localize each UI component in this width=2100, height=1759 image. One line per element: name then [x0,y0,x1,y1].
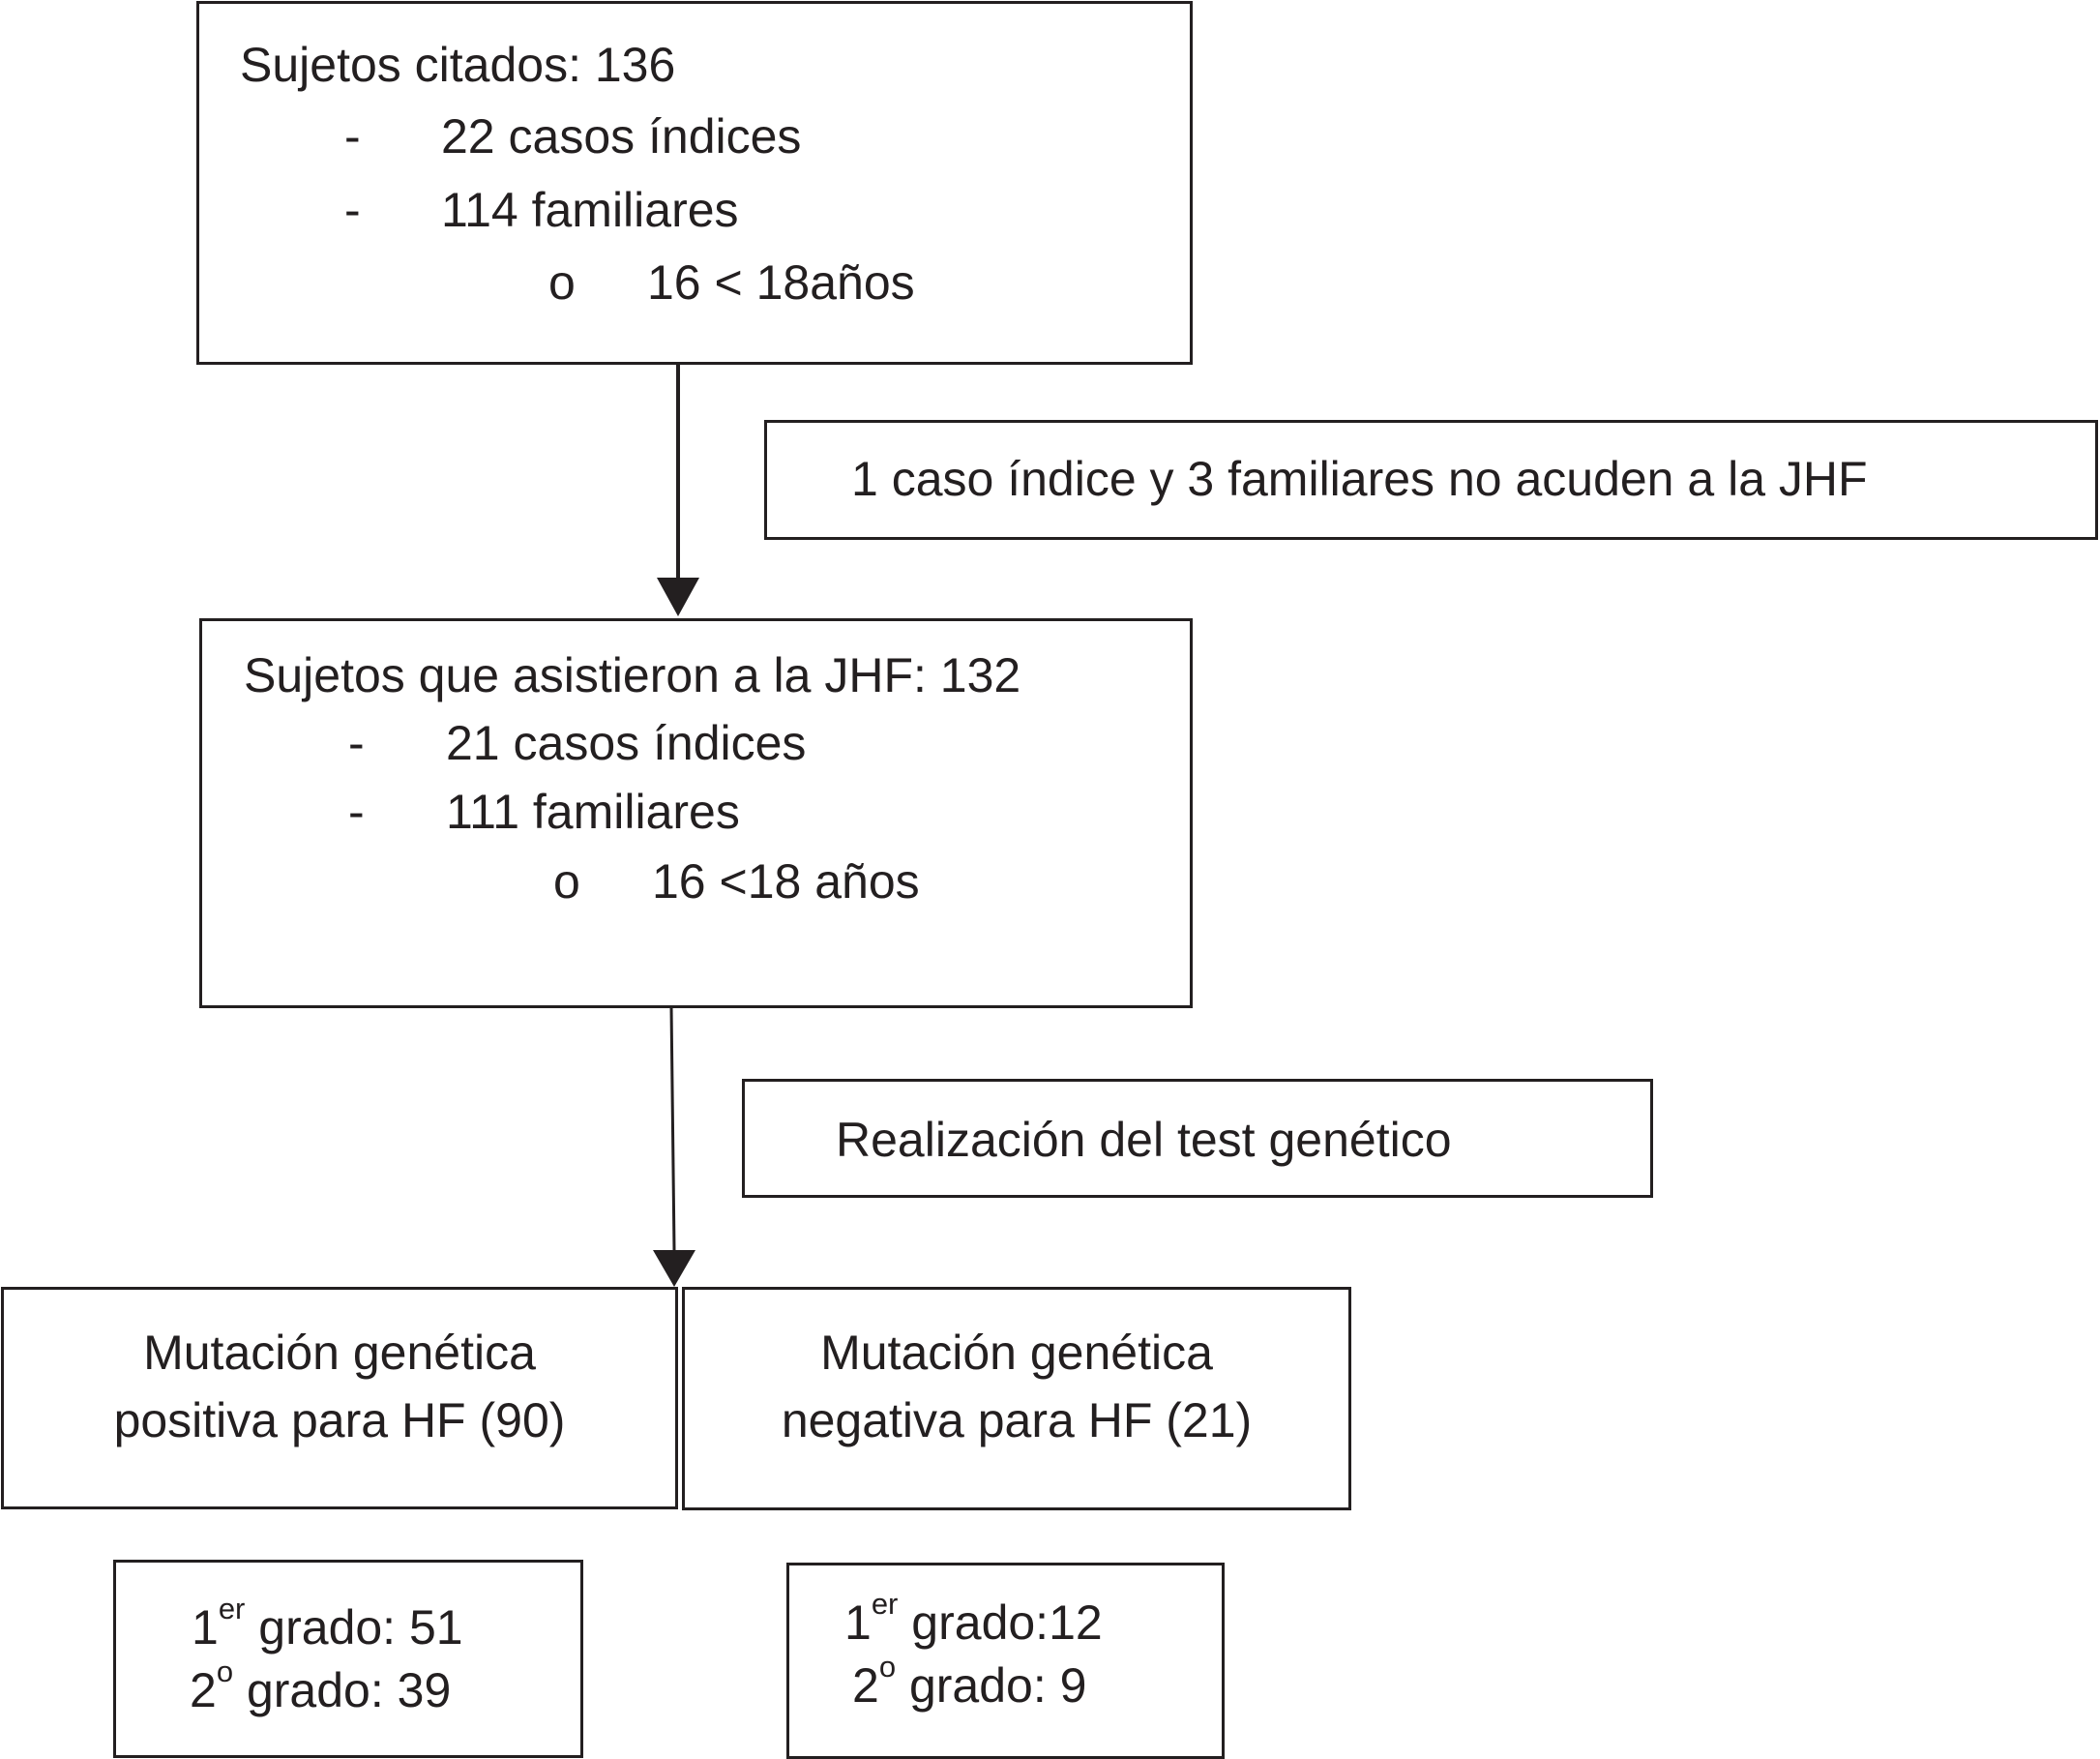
positive-mutation-box [1,1287,678,1509]
neg-first-num: 1 [844,1595,872,1650]
attended-subjects-title: Sujetos que asistieron a la JHF: 132 [244,648,1021,702]
attended-item1-text: 21 casos índices [446,716,807,770]
pos-second-text: grado: 39 [246,1663,452,1717]
pos-second-grade [190,1654,452,1717]
attended-sub-bullet: o [553,854,580,909]
excluded-text: 1 caso índice y 3 familiares no acuden a la JHF [851,452,1868,506]
arrow-2-head [653,1250,695,1287]
pos-first-text: grado: 51 [258,1600,463,1655]
cited-subjects-title: Sujetos citados: 136 [240,38,676,92]
pos-first-num: 1 [192,1600,219,1655]
pos-first-grade [192,1591,463,1655]
neg-second-num: 2 [852,1658,879,1713]
cited-item1-bullet: - [344,109,361,164]
attended-item2-text: 111 familiares [446,785,740,839]
attended-sub-text: 16 <18 años [652,854,920,909]
attended-item2-bullet: - [348,785,365,839]
cited-sub-text: 16 < 18años [647,255,915,310]
neg-second-sup: o [878,1649,897,1684]
cited-item1-text: 22 casos índices [441,109,802,164]
neg-first-sup: er [871,1586,899,1621]
positive-line2: positiva para HF (90) [113,1393,566,1447]
cited-item2-text: 114 familiares [441,183,739,237]
neg-first-text: grado:12 [911,1595,1103,1650]
positive-grades-box [113,1560,583,1758]
pos-second-num: 2 [190,1663,217,1717]
neg-second-text: grado: 9 [908,1658,1087,1713]
positive-line1: Mutación genética [143,1326,536,1380]
negative-line1: Mutación genética [820,1326,1213,1380]
neg-first-grade [844,1586,1103,1650]
attended-item1-bullet: - [348,716,365,770]
arrow-2-shaft [671,1006,674,1250]
genetic-test-text: Realización del test genético [836,1113,1452,1167]
pos-first-sup: er [218,1591,246,1625]
negative-mutation-box [682,1287,1351,1510]
cited-sub-bullet: o [548,255,576,310]
neg-second-grade [852,1649,1087,1713]
negative-line2: negativa para HF (21) [781,1393,1253,1447]
cited-item2-bullet: - [344,183,361,237]
arrow-1-head [657,578,699,616]
pos-second-sup: o [216,1654,234,1688]
